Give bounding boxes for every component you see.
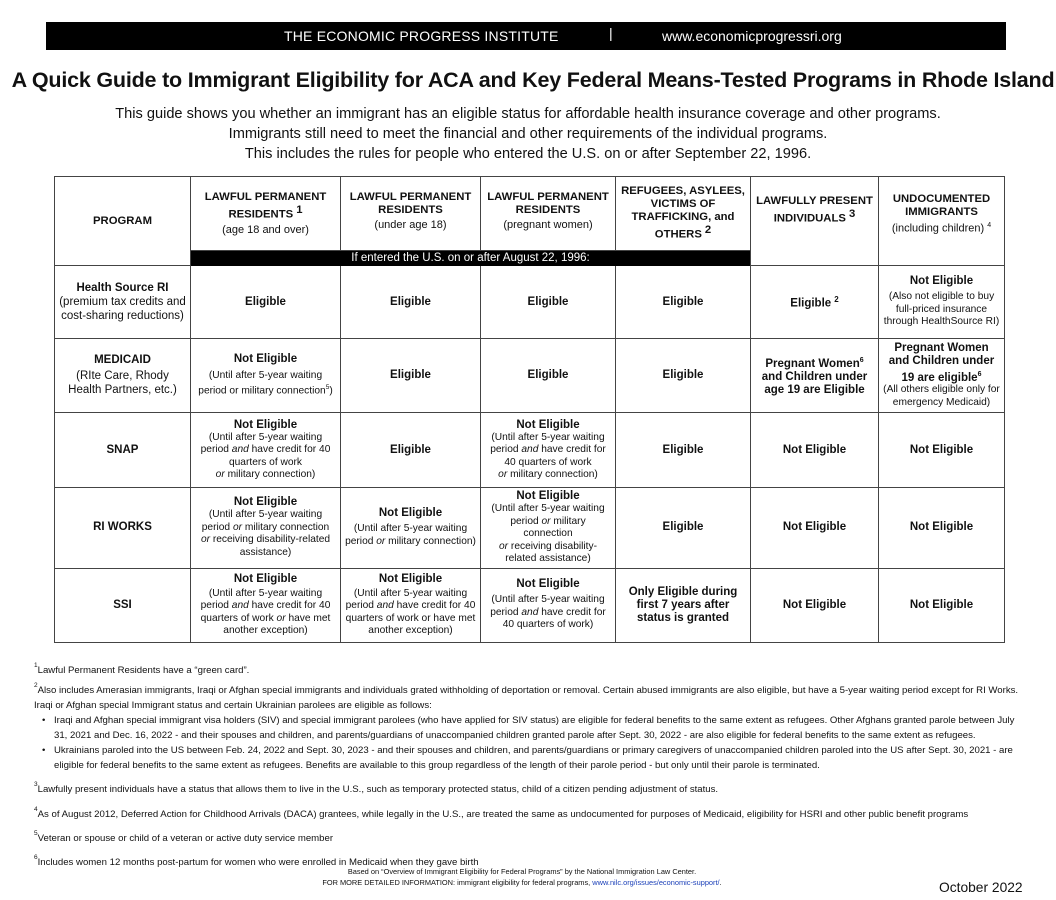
- eligibility-status: Pregnant Women$^6$ and Children under age 19 are Eligible: [761, 357, 868, 396]
- footnote: $^6$Includes women 12 months post-partum for women who were enrolled in Medicaid when they gave birth: [34, 853, 479, 869]
- eligibility-cell: [751, 488, 879, 569]
- nilc-link[interactable]: www.nilc.org/issues/economic-support/: [592, 878, 720, 887]
- eligibility-note: (Until after 5-year waiting period and have credit for 40 quarters of work or military connection): [490, 431, 606, 480]
- eligibility-note: (Until after 5-year waiting period and have credit for 40 quarters of work or military connection): [200, 431, 331, 480]
- eligibility-cell: [341, 568, 481, 642]
- column-subtitle: (pregnant women): [503, 219, 593, 231]
- page-title: A Quick Guide to Immigrant Eligibility for ACA and Key Federal Means-Tested Programs in Rhode Island: [11, 68, 1055, 92]
- footnote-ref: 2: [834, 295, 839, 305]
- eligibility-cell: [481, 339, 616, 413]
- eligibility-cell: [879, 568, 1005, 642]
- column-header: [751, 177, 879, 266]
- eligibility-note: (Until after 5-year waiting period or military connection or receiving disability-related assistance): [491, 503, 605, 564]
- column-title: LAWFUL PERMANENT RESIDENTS: [349, 191, 472, 216]
- header-bar: [46, 22, 1006, 50]
- program-cell: [55, 488, 191, 569]
- eligibility-cell: [481, 488, 616, 569]
- org-name: THE ECONOMIC PROGRESS INSTITUTE: [284, 28, 559, 44]
- eligibility-cell: [751, 413, 879, 488]
- eligibility-cell: [751, 568, 879, 642]
- footnotes: [34, 660, 1024, 870]
- eligibility-status: Only Eligible during first 7 years after status is granted: [628, 585, 738, 624]
- program-name: SNAP: [106, 443, 139, 456]
- eligibility-note: (Also not eligible to buy full-priced insurance through HealthSource RI): [883, 291, 1000, 328]
- eligibility-status: Pregnant Women and Children under 19 are eligible$^6$: [888, 341, 995, 384]
- footnote-ref: 4: [987, 222, 992, 229]
- eligibility-note: (Until after 5-year waiting period and have credit for 40 quarters of work): [490, 594, 606, 631]
- column-subtitle: (under age 18): [374, 219, 447, 231]
- program-cell: [55, 413, 191, 488]
- table-row: [55, 568, 1005, 642]
- eligibility-status: Not Eligible: [909, 443, 974, 456]
- eligibility-status: Eligible: [390, 443, 431, 456]
- column-subtitle: (including children): [891, 222, 985, 235]
- eligibility-cell: [616, 488, 751, 569]
- eligibility-status: Eligible: [245, 295, 286, 308]
- eligibility-cell: [616, 266, 751, 339]
- eligibility-status: Not Eligible: [909, 521, 974, 534]
- eligibility-cell: [616, 339, 751, 413]
- program-name: MEDICAID: [94, 354, 151, 366]
- footnote: $^3$Lawfully present individuals have a status that allows them to live in the U.S., such as temporary protected status, child of a citizen pending adjustment of status.: [34, 781, 719, 796]
- eligibility-cell: [879, 488, 1005, 569]
- column-header: [481, 177, 616, 251]
- eligibility-cell: [751, 339, 879, 413]
- column-header: [191, 177, 341, 251]
- footnote-bullet: • Iraqi and Afghan special immigrant visa holders (SIV) and special immigrant parolees (who have applied for SIV status) are eligible for federal benefits to the same extent as refugees. Other Afghans granted parole between July 31, 2021 and Dec. 16, 2022 - and their spouses and children, and parents/guardians of unaccompanied children granted parole after Sept. 30, 2022 - are also eligible for federal benefits to the same extent as refugees.: [40, 713, 1024, 743]
- column-title: REFUGEES, ASYLEES, VICTIMS OF TRAFFICKING, and OTHERS: [621, 185, 745, 241]
- intro-line: This guide shows you whether an immigrant has an eligible status for affordable health insurance coverage and other programs.: [115, 106, 941, 122]
- eligibility-cell: [879, 266, 1005, 339]
- intro-text: [0, 104, 1056, 164]
- program-description: (premium tax credits and cost-sharing reductions): [59, 295, 186, 322]
- header-separator: |: [609, 25, 613, 41]
- eligibility-table: [54, 176, 1005, 643]
- eligibility-cell: [191, 488, 341, 569]
- eligibility-cell: [481, 266, 616, 339]
- program-name: SSI: [113, 598, 132, 611]
- eligibility-cell: [341, 488, 481, 569]
- eligibility-status: Eligible: [390, 295, 431, 308]
- footnote-bullet: • Ukrainians paroled into the US between Feb. 24, 2022 and Sept. 30, 2023 - and their spouses and children, and parents/guardians or primary caregivers of unaccompanied children paroled into the US after Sept. 30, 2021 - are eligible for federal benefits to the same extent as refugees. Benefits are available to this group regardless of the length of their parole period - but only until their parole is terminated.: [40, 743, 1024, 773]
- footnote-ref: 2: [704, 224, 712, 236]
- table-row: [55, 266, 1005, 339]
- eligibility-status: Eligible: [662, 443, 704, 456]
- eligibility-cell: [751, 266, 879, 339]
- eligibility-status: Not Eligible: [378, 507, 443, 520]
- eligibility-status: Not Eligible: [782, 598, 847, 611]
- eligibility-cell: [191, 266, 341, 339]
- table-header-row: [55, 177, 1005, 251]
- table-row: [55, 413, 1005, 488]
- eligibility-status: Eligible: [527, 369, 569, 381]
- eligibility-note: (Until after 5-year waiting period or military connection): [345, 523, 476, 547]
- eligibility-status: Eligible: [790, 297, 832, 310]
- footnote: $^1$Lawful Permanent Residents have a “green card”.: [34, 662, 250, 677]
- eligibility-status: Not Eligible: [909, 598, 974, 611]
- eligibility-cell: [879, 413, 1005, 488]
- eligibility-status: Not Eligible: [516, 418, 580, 431]
- eligibility-status: Eligible: [390, 369, 431, 381]
- eligibility-cell: [191, 339, 341, 413]
- eligibility-cell: [191, 568, 341, 642]
- eligibility-cell: [481, 568, 616, 642]
- intro-line: Immigrants still need to meet the financial and other requirements of the individual programs.: [228, 126, 828, 142]
- eligibility-status: Not Eligible: [516, 490, 580, 502]
- eligibility-cell: [341, 413, 481, 488]
- eligibility-note: (Until after 5-year waiting period or military connection$^5$): [198, 369, 333, 397]
- footnote-ref: 3: [848, 208, 856, 220]
- column-header: [879, 177, 1005, 266]
- column-title: LAWFUL PERMANENT RESIDENTS: [204, 191, 327, 221]
- program-cell: [55, 568, 191, 642]
- eligibility-status: Eligible: [662, 369, 704, 381]
- eligibility-status: Eligible: [662, 295, 704, 308]
- eligibility-status: Eligible: [662, 521, 704, 534]
- column-title: LAWFULLY PRESENT INDIVIDUALS: [756, 195, 873, 225]
- entry-date-banner: If entered the U.S. on or after August 22, 1996:: [191, 251, 751, 266]
- eligibility-cell: [341, 339, 481, 413]
- program-header-label: PROGRAM: [93, 214, 152, 227]
- publication-date: October 2022: [939, 880, 1023, 895]
- footnote: $^5$Veteran or spouse or child of a veteran or active duty service member: [34, 829, 334, 844]
- column-header: [341, 177, 481, 251]
- eligibility-status: Not Eligible: [909, 275, 974, 288]
- footnote-ref: 1: [296, 204, 303, 216]
- eligibility-cell: [341, 266, 481, 339]
- eligibility-status: Not Eligible: [233, 496, 298, 509]
- source-line-2: FOR MORE DETAILED INFORMATION: immigrant eligibility for federal programs, www.nilc.org/issues/economic-support/.: [322, 878, 722, 887]
- eligibility-note: (Until after 5-year waiting period and have credit for 40 quarters of work or have met another exception): [345, 587, 476, 636]
- eligibility-cell: [616, 568, 751, 642]
- eligibility-status: Not Eligible: [516, 578, 580, 591]
- program-cell: [55, 266, 191, 339]
- eligibility-status: Not Eligible: [233, 352, 298, 365]
- column-header: [616, 177, 751, 251]
- eligibility-status: Not Eligible: [233, 418, 298, 431]
- footnote: $^4$As of August 2012, Deferred Action for Childhood Arrivals (DACA) grantees, while legally in the U.S., are treated the same as undocumented for purposes of Medicaid, eligibility for HSRI and other public benefit programs: [34, 805, 969, 820]
- org-website[interactable]: www.economicprogressri.org: [662, 28, 842, 44]
- eligibility-status: Not Eligible: [233, 572, 298, 585]
- eligibility-status: Not Eligible: [378, 572, 443, 585]
- program-description: (RIte Care, Rhody Health Partners, etc.): [68, 370, 177, 396]
- program-cell: [55, 339, 191, 413]
- eligibility-note: (Until after 5-year waiting period and have credit for 40 quarters of work or have met another exception): [200, 587, 331, 636]
- program-name: RI WORKS: [93, 521, 152, 534]
- footnote: $^2$Also includes Amerasian immigrants, Iraqi or Afghan special immigrants and individuals grated withholding of deportation or removal. Certain abused immigrants are also eligible, but have a 5-year waiting period except for RI Works. Iraqi or Afghan special Immigrant status and certain Ukrainian parolees are eligible as follows:: [34, 682, 1019, 712]
- table-row: [55, 339, 1005, 413]
- eligibility-status: Not Eligible: [782, 521, 847, 534]
- eligibility-cell: [481, 413, 616, 488]
- eligibility-note: (All others eligible only for emergency Medicaid): [883, 384, 1000, 408]
- footnote-bullets: [34, 713, 1024, 773]
- eligibility-status: Not Eligible: [782, 443, 847, 456]
- eligibility-cell: [191, 413, 341, 488]
- table-row: [55, 488, 1005, 569]
- eligibility-note: (Until after 5-year waiting period or military connection or receiving disability-related assistance): [200, 509, 331, 558]
- eligibility-cell: [879, 339, 1005, 413]
- column-subtitle: (age 18 and over): [222, 223, 309, 236]
- column-title: UNDOCUMENTED IMMIGRANTS: [892, 193, 991, 218]
- intro-line: This includes the rules for people who entered the U.S. on or after September 22, 1996.: [244, 146, 812, 162]
- column-title: LAWFUL PERMANENT RESIDENTS: [487, 191, 609, 216]
- source-note: [0, 866, 1044, 888]
- program-column-header: [55, 177, 191, 266]
- source-line: Based on “Overview of Immigrant Eligibility for Federal Programs” by the National Immigration Law Center.: [347, 867, 697, 876]
- eligibility-cell: [616, 413, 751, 488]
- eligibility-status: Eligible: [527, 295, 569, 308]
- program-name: Health Source RI: [76, 281, 169, 294]
